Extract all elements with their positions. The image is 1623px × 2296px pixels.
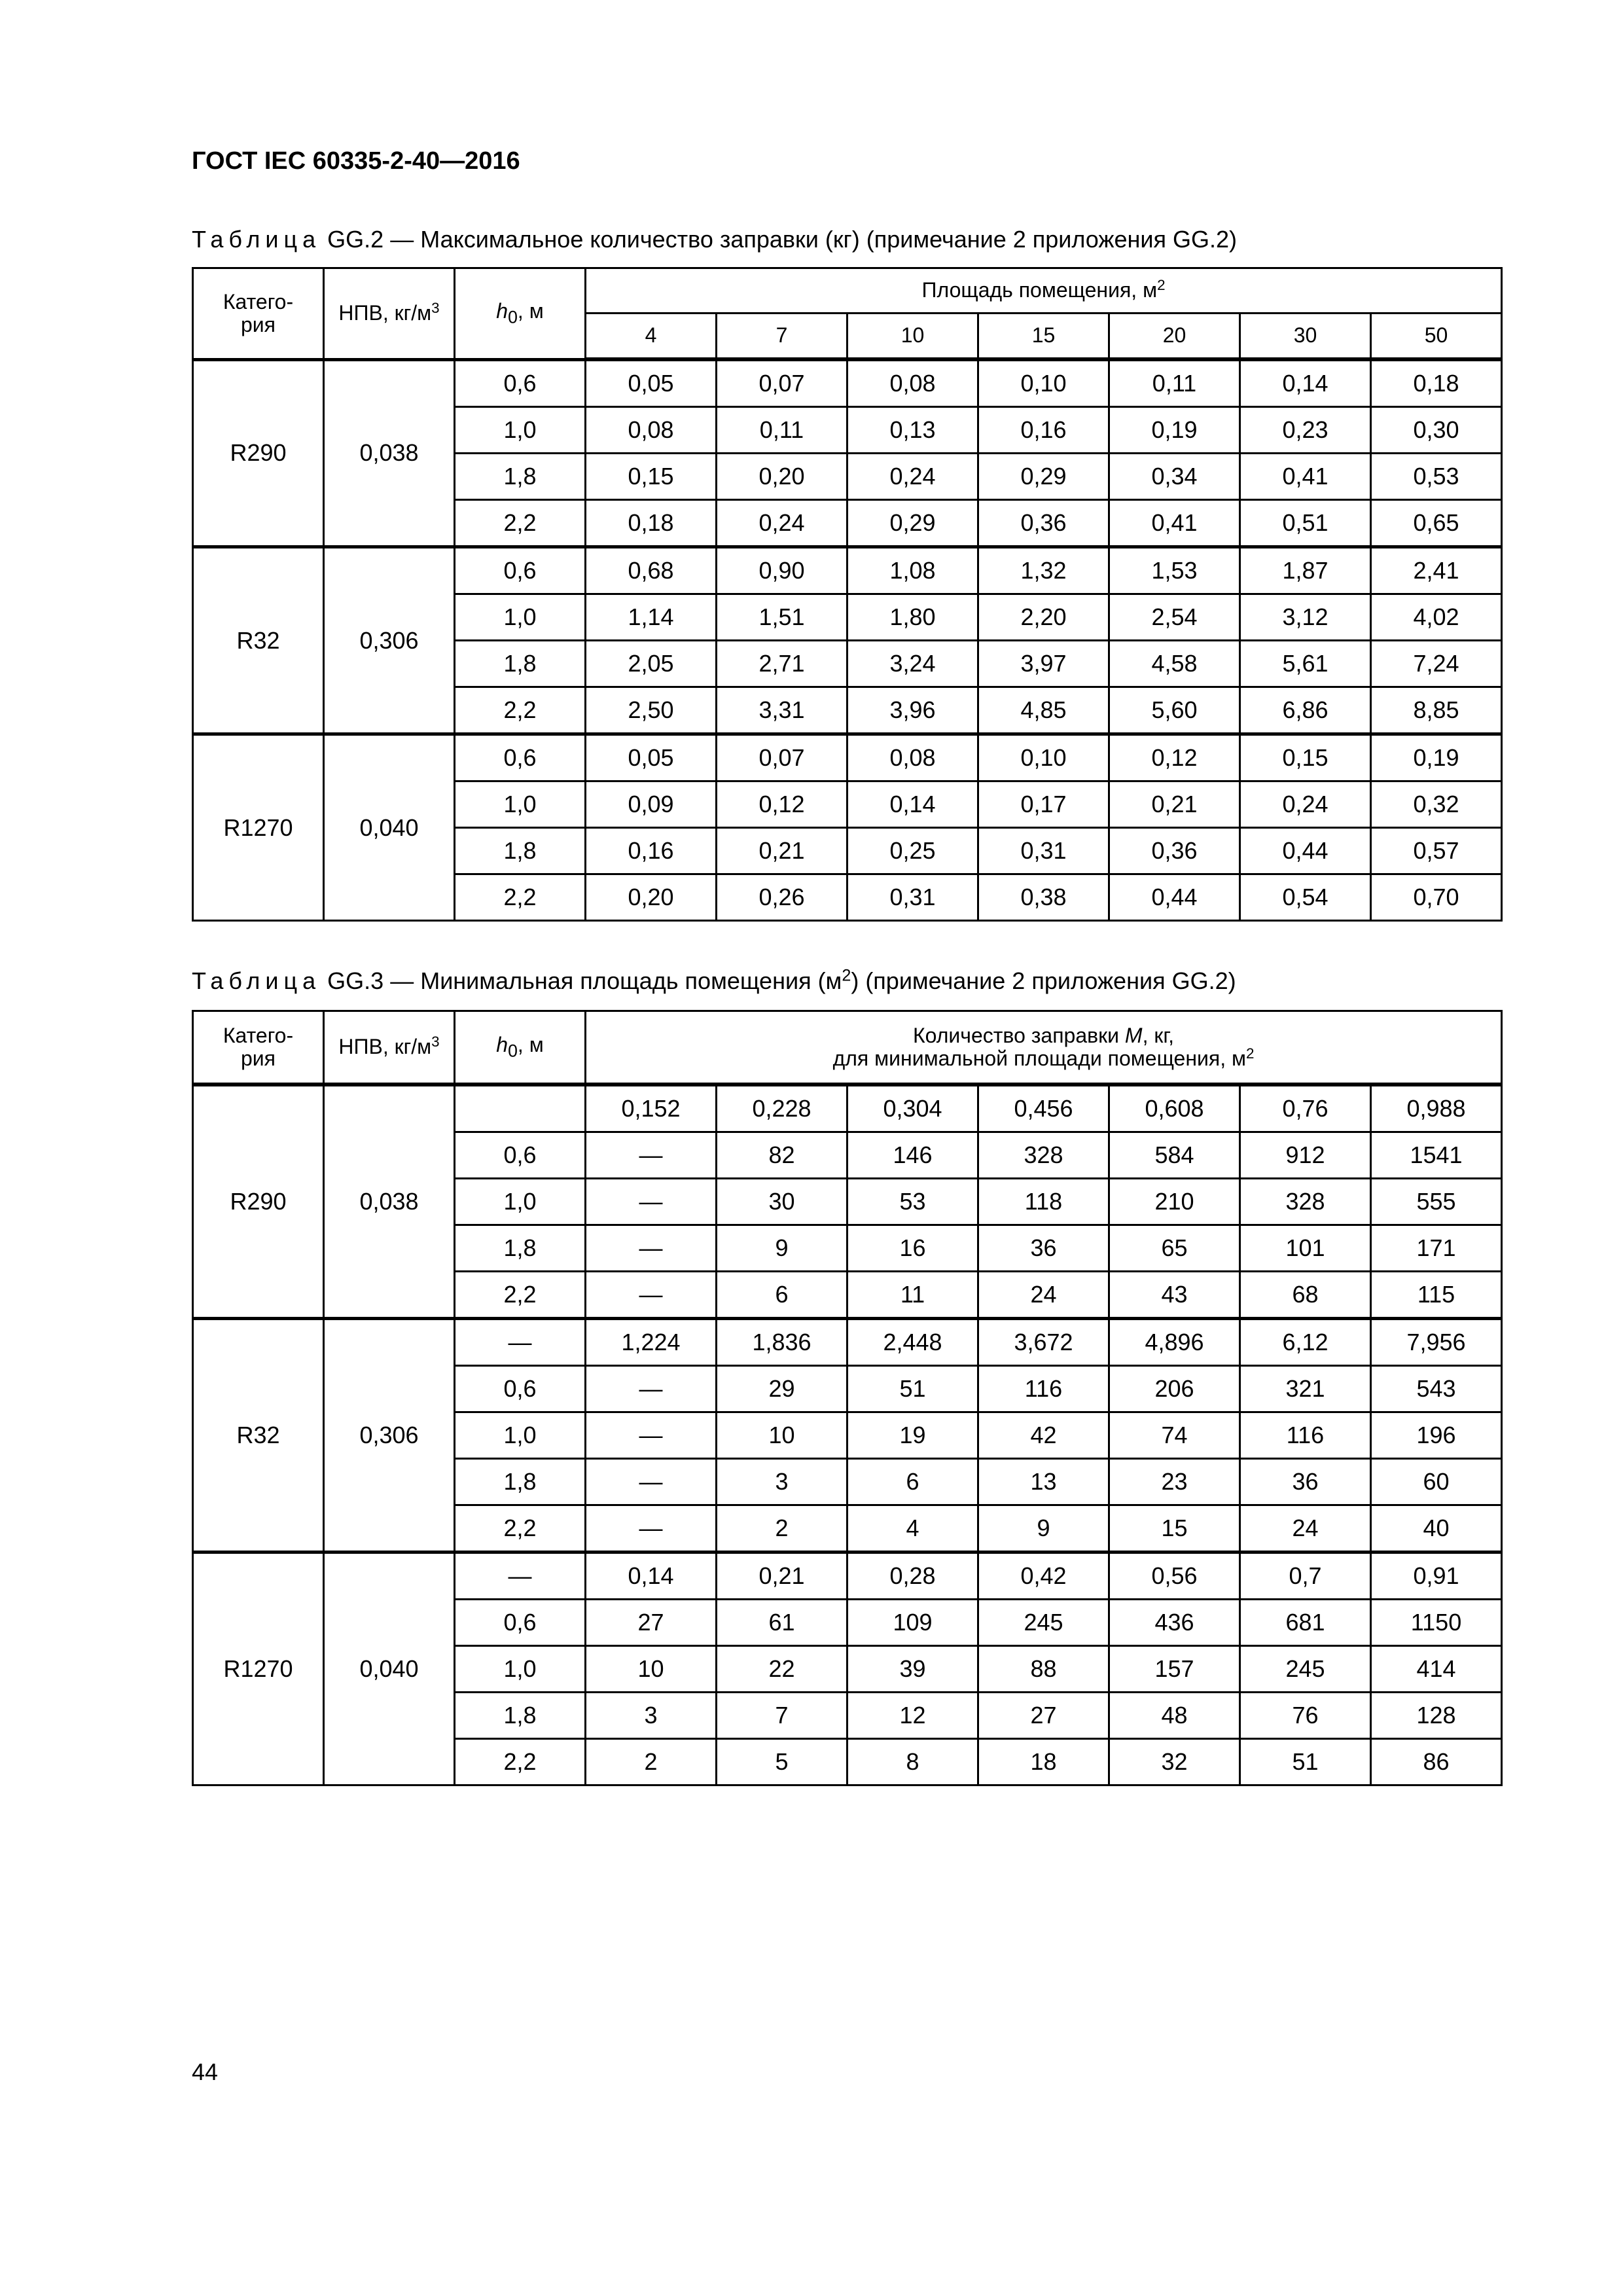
value-cell: 8 — [847, 1739, 978, 1785]
value-cell: 4,02 — [1371, 594, 1502, 641]
caption-text: GG.2 — Максимальное количество заправки (кг) (примечание 2 приложения GG.2) — [327, 226, 1238, 253]
h0-cell: — — [455, 1552, 586, 1600]
value-cell: 8,85 — [1371, 687, 1502, 734]
value-cell: 0,152 — [586, 1085, 717, 1132]
h0-cell: 1,8 — [455, 454, 586, 500]
value-cell: — — [586, 1459, 717, 1505]
area-header-cell: 7 — [717, 314, 847, 360]
value-cell: 0,41 — [1109, 500, 1240, 547]
value-cell: 0,608 — [1109, 1085, 1240, 1132]
value-cell: 3 — [717, 1459, 847, 1505]
category-cell: R32 — [193, 547, 324, 734]
h0-cell: 2,2 — [455, 1739, 586, 1785]
value-cell: 0,36 — [1109, 828, 1240, 874]
value-cell: 0,10 — [978, 359, 1109, 407]
value-cell: 0,44 — [1109, 874, 1240, 921]
value-cell: 7 — [717, 1693, 847, 1739]
value-cell: 22 — [717, 1646, 847, 1693]
value-cell: 0,20 — [586, 874, 717, 921]
value-cell: 1150 — [1371, 1600, 1502, 1646]
value-cell: 5,60 — [1109, 687, 1240, 734]
value-cell: 0,09 — [586, 781, 717, 828]
value-cell: 27 — [978, 1693, 1109, 1739]
value-cell: 1,51 — [717, 594, 847, 641]
value-cell: 65 — [1109, 1225, 1240, 1272]
value-cell: 0,29 — [847, 500, 978, 547]
area-header-cell: 4 — [586, 314, 717, 360]
h0-cell: 1,0 — [455, 1412, 586, 1459]
value-cell: 0,31 — [978, 828, 1109, 874]
value-cell: 82 — [717, 1132, 847, 1179]
value-cell: 0,08 — [847, 734, 978, 781]
value-cell: 101 — [1240, 1225, 1371, 1272]
value-cell: 0,25 — [847, 828, 978, 874]
value-cell: 0,90 — [717, 547, 847, 594]
value-cell: 7,24 — [1371, 641, 1502, 687]
value-cell: 0,15 — [1240, 734, 1371, 781]
h0-cell: 2,2 — [455, 1272, 586, 1319]
value-cell: 27 — [586, 1600, 717, 1646]
header-h0: $h_0$, м — [455, 1011, 586, 1085]
value-cell: 2,20 — [978, 594, 1109, 641]
value-cell: 0,24 — [717, 500, 847, 547]
value-cell: 0,228 — [717, 1085, 847, 1132]
value-cell: 12 — [847, 1693, 978, 1739]
h0-cell: 0,6 — [455, 1600, 586, 1646]
value-cell: 36 — [978, 1225, 1109, 1272]
value-cell: 24 — [978, 1272, 1109, 1319]
area-header-cell: 15 — [978, 314, 1109, 360]
value-cell: 74 — [1109, 1412, 1240, 1459]
table-gg2-caption — [192, 226, 1237, 253]
value-cell: 0,70 — [1371, 874, 1502, 921]
lfl-cell: 0,040 — [324, 734, 455, 921]
value-cell: 0,44 — [1240, 828, 1371, 874]
value-cell: 15 — [1109, 1505, 1240, 1552]
value-cell: 2,448 — [847, 1319, 978, 1366]
value-cell: 0,08 — [586, 407, 717, 454]
value-cell: 43 — [1109, 1272, 1240, 1319]
value-cell: 3,31 — [717, 687, 847, 734]
value-cell: 76 — [1240, 1693, 1371, 1739]
value-cell: 210 — [1109, 1179, 1240, 1225]
area-header-cell: 20 — [1109, 314, 1240, 360]
value-cell: 53 — [847, 1179, 978, 1225]
value-cell: 0,456 — [978, 1085, 1109, 1132]
value-cell: 3,672 — [978, 1319, 1109, 1366]
value-cell: 2,41 — [1371, 547, 1502, 594]
value-cell: 0,17 — [978, 781, 1109, 828]
value-cell: — — [586, 1225, 717, 1272]
value-cell: 6,86 — [1240, 687, 1371, 734]
value-cell: 0,16 — [978, 407, 1109, 454]
h0-cell: 2,2 — [455, 500, 586, 547]
caption-word: Таблица — [192, 226, 321, 253]
value-cell: 584 — [1109, 1132, 1240, 1179]
value-cell: 328 — [978, 1132, 1109, 1179]
value-cell: 6,12 — [1240, 1319, 1371, 1366]
value-cell: 115 — [1371, 1272, 1502, 1319]
value-cell: 196 — [1371, 1412, 1502, 1459]
value-cell: 86 — [1371, 1739, 1502, 1785]
value-cell: 51 — [847, 1366, 978, 1412]
table-row — [193, 1552, 1502, 1600]
value-cell: 245 — [978, 1600, 1109, 1646]
value-cell: 29 — [717, 1366, 847, 1412]
h0-cell: 1,0 — [455, 407, 586, 454]
value-cell: 0,32 — [1371, 781, 1502, 828]
h0-cell: 0,6 — [455, 734, 586, 781]
h0-cell: 2,2 — [455, 874, 586, 921]
value-cell: 0,30 — [1371, 407, 1502, 454]
category-cell: R290 — [193, 359, 324, 547]
value-cell: 3,96 — [847, 687, 978, 734]
value-cell: 0,20 — [717, 454, 847, 500]
value-cell: 3,97 — [978, 641, 1109, 687]
value-cell: 19 — [847, 1412, 978, 1459]
h0-cell: 0,6 — [455, 547, 586, 594]
table-row — [193, 359, 1502, 407]
value-cell: 0,14 — [847, 781, 978, 828]
value-cell: — — [586, 1505, 717, 1552]
value-cell: 4,85 — [978, 687, 1109, 734]
value-cell: 4 — [847, 1505, 978, 1552]
caption-text: GG.3 — Минимальная площадь помещения (м — [327, 967, 842, 994]
value-cell: 0,24 — [847, 454, 978, 500]
value-cell: 0,23 — [1240, 407, 1371, 454]
value-cell: 1,53 — [1109, 547, 1240, 594]
value-cell: 6 — [717, 1272, 847, 1319]
h0-cell: 1,0 — [455, 1179, 586, 1225]
value-cell: 2 — [717, 1505, 847, 1552]
value-cell: 414 — [1371, 1646, 1502, 1693]
value-cell: 0,36 — [978, 500, 1109, 547]
value-cell: 157 — [1109, 1646, 1240, 1693]
h0-cell: 0,6 — [455, 1366, 586, 1412]
value-cell: — — [586, 1272, 717, 1319]
category-cell: R32 — [193, 1319, 324, 1552]
h0-cell: 1,8 — [455, 1459, 586, 1505]
page-number: 44 — [192, 2058, 219, 2085]
h0-cell — [455, 1085, 586, 1132]
value-cell: 321 — [1240, 1366, 1371, 1412]
value-cell: 5,61 — [1240, 641, 1371, 687]
value-cell: 40 — [1371, 1505, 1502, 1552]
table-row — [193, 1085, 1502, 1132]
value-cell: 912 — [1240, 1132, 1371, 1179]
value-cell: 48 — [1109, 1693, 1240, 1739]
category-cell: R1270 — [193, 1552, 324, 1785]
h0-cell: 0,6 — [455, 1132, 586, 1179]
value-cell: 0,31 — [847, 874, 978, 921]
value-cell: 10 — [586, 1646, 717, 1693]
value-cell: 0,56 — [1109, 1552, 1240, 1600]
value-cell: 0,53 — [1371, 454, 1502, 500]
value-cell: 68 — [1240, 1272, 1371, 1319]
value-cell: 0,76 — [1240, 1085, 1371, 1132]
value-cell: 109 — [847, 1600, 978, 1646]
value-cell: 3,24 — [847, 641, 978, 687]
value-cell: 7,956 — [1371, 1319, 1502, 1366]
value-cell: 2,54 — [1109, 594, 1240, 641]
value-cell: 116 — [1240, 1412, 1371, 1459]
value-cell: 4,58 — [1109, 641, 1240, 687]
lfl-cell: 0,038 — [324, 1085, 455, 1319]
value-cell: 6 — [847, 1459, 978, 1505]
value-cell: 2,50 — [586, 687, 717, 734]
value-cell: 0,18 — [586, 500, 717, 547]
h0-cell: 1,8 — [455, 1693, 586, 1739]
value-cell: 1,08 — [847, 547, 978, 594]
header-lfl: НПВ, $кг/м^3$ — [324, 268, 455, 360]
value-cell: 9 — [717, 1225, 847, 1272]
header-category: Катего-рия — [193, 1011, 324, 1085]
value-cell: 11 — [847, 1272, 978, 1319]
table-gg3 — [192, 1010, 1503, 1786]
value-cell: 0,21 — [1109, 781, 1240, 828]
value-cell: 0,19 — [1371, 734, 1502, 781]
value-cell: 171 — [1371, 1225, 1502, 1272]
h0-cell: 1,8 — [455, 1225, 586, 1272]
value-cell: 0,07 — [717, 734, 847, 781]
area-header-cell: 10 — [847, 314, 978, 360]
h0-cell: 1,0 — [455, 594, 586, 641]
lfl-cell: 0,040 — [324, 1552, 455, 1785]
value-cell: 18 — [978, 1739, 1109, 1785]
value-cell: 42 — [978, 1412, 1109, 1459]
value-cell: 0,08 — [847, 359, 978, 407]
h0-cell: 1,8 — [455, 828, 586, 874]
value-cell: 30 — [717, 1179, 847, 1225]
value-cell: 2 — [586, 1739, 717, 1785]
caption-word: Таблица — [192, 967, 321, 994]
value-cell: 60 — [1371, 1459, 1502, 1505]
value-cell: 0,05 — [586, 734, 717, 781]
value-cell: 118 — [978, 1179, 1109, 1225]
value-cell: 0,24 — [1240, 781, 1371, 828]
value-cell: 1,224 — [586, 1319, 717, 1366]
value-cell: 0,51 — [1240, 500, 1371, 547]
h0-cell: — — [455, 1319, 586, 1366]
value-cell: 0,41 — [1240, 454, 1371, 500]
value-cell: 0,65 — [1371, 500, 1502, 547]
value-cell: — — [586, 1412, 717, 1459]
value-cell: 0,11 — [717, 407, 847, 454]
lfl-cell: 0,306 — [324, 1319, 455, 1552]
lfl-cell: 0,306 — [324, 547, 455, 734]
value-cell: 245 — [1240, 1646, 1371, 1693]
value-cell: 32 — [1109, 1739, 1240, 1785]
value-cell: — — [586, 1366, 717, 1412]
value-cell: 0,14 — [1240, 359, 1371, 407]
h0-cell: 2,2 — [455, 1505, 586, 1552]
value-cell: 0,13 — [847, 407, 978, 454]
h0-cell: 1,0 — [455, 1646, 586, 1693]
value-cell: 0,54 — [1240, 874, 1371, 921]
table-row — [193, 1319, 1502, 1366]
value-cell: 0,21 — [717, 828, 847, 874]
value-cell: 3 — [586, 1693, 717, 1739]
value-cell: 4,896 — [1109, 1319, 1240, 1366]
value-cell: 543 — [1371, 1366, 1502, 1412]
value-cell: 10 — [717, 1412, 847, 1459]
value-cell: 61 — [717, 1600, 847, 1646]
value-cell: 1,14 — [586, 594, 717, 641]
value-cell: 0,21 — [717, 1552, 847, 1600]
value-cell: 9 — [978, 1505, 1109, 1552]
category-cell: R290 — [193, 1085, 324, 1319]
value-cell: 2,71 — [717, 641, 847, 687]
value-cell: 206 — [1109, 1366, 1240, 1412]
value-cell: 24 — [1240, 1505, 1371, 1552]
value-cell: 0,988 — [1371, 1085, 1502, 1132]
value-cell: 436 — [1109, 1600, 1240, 1646]
table-row — [193, 734, 1502, 781]
value-cell: 13 — [978, 1459, 1109, 1505]
value-cell: 16 — [847, 1225, 978, 1272]
value-cell: 0,14 — [586, 1552, 717, 1600]
table-row — [193, 547, 1502, 594]
table-gg3-caption: Таблица GG.3 — Минимальная площадь помещения $(м^2)$ (примечание 2 приложения GG.2) — [192, 966, 1236, 994]
header-h0: $h_0$, м — [455, 268, 586, 360]
value-cell: 1,80 — [847, 594, 978, 641]
header-category: Катего-рия — [193, 268, 324, 360]
value-cell: 0,12 — [717, 781, 847, 828]
value-cell: 0,12 — [1109, 734, 1240, 781]
value-cell: 146 — [847, 1132, 978, 1179]
lfl-cell: 0,038 — [324, 359, 455, 547]
area-header-cell: 50 — [1371, 314, 1502, 360]
value-cell: 0,57 — [1371, 828, 1502, 874]
header-charge-amount: Количество заправки M, кг, для минимальной площади помещения, $м^2$ — [586, 1011, 1502, 1085]
h0-cell: 0,6 — [455, 359, 586, 407]
value-cell: 2,05 — [586, 641, 717, 687]
value-cell: 328 — [1240, 1179, 1371, 1225]
header-lfl: НПВ, $кг/м^3$ — [324, 1011, 455, 1085]
value-cell: 1,836 — [717, 1319, 847, 1366]
value-cell: 0,26 — [717, 874, 847, 921]
category-cell: R1270 — [193, 734, 324, 921]
value-cell: 39 — [847, 1646, 978, 1693]
area-header-cell: 30 — [1240, 314, 1371, 360]
value-cell: 681 — [1240, 1600, 1371, 1646]
value-cell: 0,91 — [1371, 1552, 1502, 1600]
value-cell: 88 — [978, 1646, 1109, 1693]
value-cell: 0,11 — [1109, 359, 1240, 407]
document-header: ГОСТ IEC 60335-2-40—2016 — [192, 147, 520, 175]
value-cell: — — [586, 1179, 717, 1225]
value-cell: 23 — [1109, 1459, 1240, 1505]
value-cell: 0,18 — [1371, 359, 1502, 407]
value-cell: 0,07 — [717, 359, 847, 407]
value-cell: 128 — [1371, 1693, 1502, 1739]
value-cell: 1541 — [1371, 1132, 1502, 1179]
value-cell: 1,87 — [1240, 547, 1371, 594]
h0-cell: 1,0 — [455, 781, 586, 828]
h0-cell: 2,2 — [455, 687, 586, 734]
header-room-area: Площадь помещения, $м^2$ — [586, 268, 1502, 314]
value-cell: — — [586, 1132, 717, 1179]
value-cell: 51 — [1240, 1739, 1371, 1785]
value-cell: 0,34 — [1109, 454, 1240, 500]
value-cell: 1,32 — [978, 547, 1109, 594]
value-cell: 0,15 — [586, 454, 717, 500]
value-cell: 0,16 — [586, 828, 717, 874]
value-cell: 0,29 — [978, 454, 1109, 500]
value-cell: 5 — [717, 1739, 847, 1785]
value-cell: 0,304 — [847, 1085, 978, 1132]
value-cell: 36 — [1240, 1459, 1371, 1505]
value-cell: 3,12 — [1240, 594, 1371, 641]
value-cell: 0,28 — [847, 1552, 978, 1600]
value-cell: 555 — [1371, 1179, 1502, 1225]
value-cell: 0,10 — [978, 734, 1109, 781]
value-cell: 0,38 — [978, 874, 1109, 921]
h0-cell: 1,8 — [455, 641, 586, 687]
table-gg2 — [192, 267, 1503, 922]
value-cell: 0,05 — [586, 359, 717, 407]
value-cell: 116 — [978, 1366, 1109, 1412]
value-cell: 0,7 — [1240, 1552, 1371, 1600]
value-cell: 0,19 — [1109, 407, 1240, 454]
value-cell: 0,68 — [586, 547, 717, 594]
value-cell: 0,42 — [978, 1552, 1109, 1600]
